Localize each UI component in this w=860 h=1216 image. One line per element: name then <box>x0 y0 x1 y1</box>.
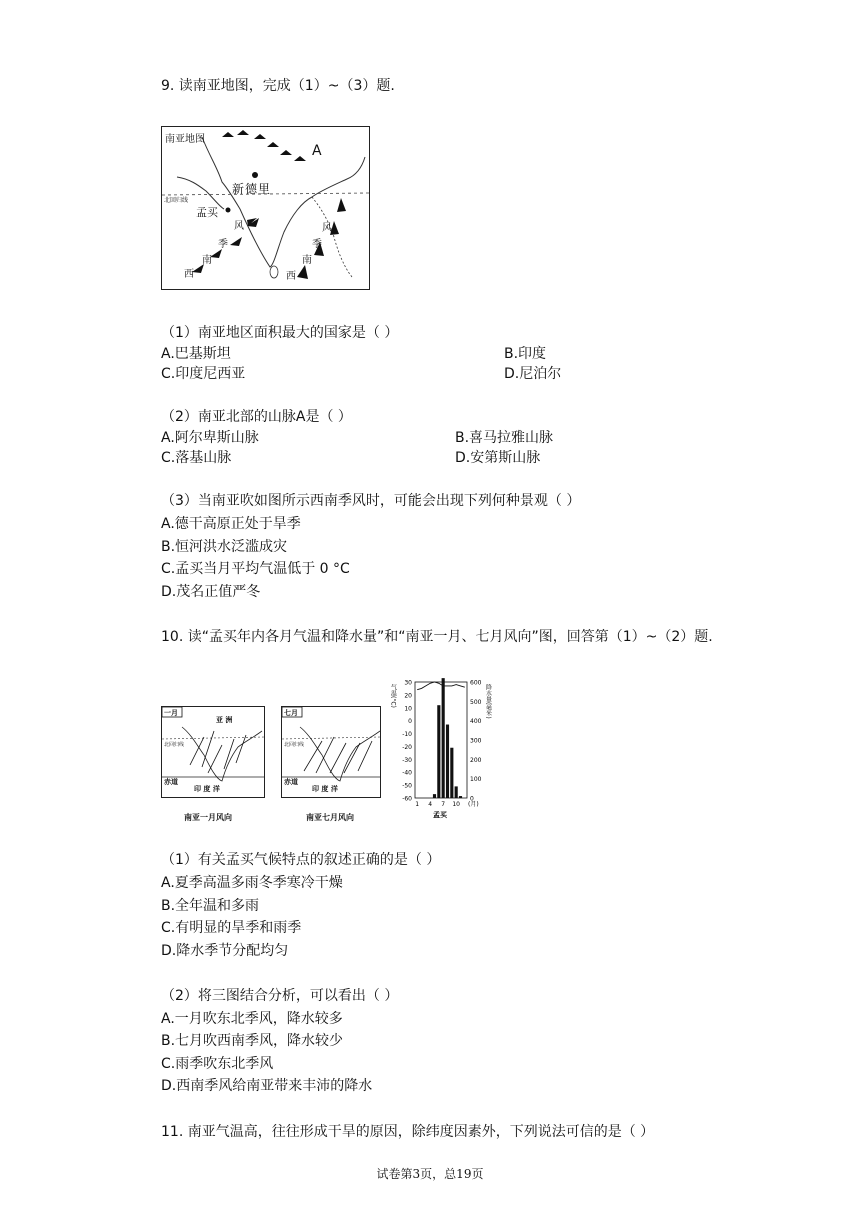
precip-bar-11 <box>459 796 462 798</box>
q9-stem: 9. 读南亚地图，完成（1）~（3）题. <box>161 78 395 94</box>
q9-sub1-option-a[interactable]: A.巴基斯坦 <box>161 346 231 362</box>
y-left-tick-4: -10 <box>402 731 412 739</box>
q9-sub3-option-d[interactable]: D.茂名正值严冬 <box>161 584 261 600</box>
precip-bar-7 <box>442 678 445 798</box>
q10-sub1-option-c[interactable]: C.有明显的旱季和雨季 <box>161 920 302 936</box>
south-asia-map <box>161 126 370 290</box>
jul-wind-arrows <box>304 737 372 773</box>
q10-sub2-option-b[interactable]: B.七月吹西南季风，降水较少 <box>161 1033 344 1049</box>
jan-tropic-label: 北回归线 <box>164 742 185 748</box>
y-left-label: 气温(°C) <box>389 684 397 708</box>
jan-map-caption: 南亚一月风向 <box>184 813 232 822</box>
y-left-tick-7: -40 <box>402 769 412 777</box>
x-tick-10: 10 <box>452 801 460 808</box>
jan-map-tag: 一月 <box>164 709 178 717</box>
y-left-tick-0: 30 <box>404 679 412 687</box>
precip-bar-10 <box>455 786 458 798</box>
q10-sub2-option-a[interactable]: A.一月吹东北季风，降水较多 <box>161 1011 343 1027</box>
q10-sub1-stem: （1）有关孟买气候特点的叙述正确的是（ ） <box>161 852 441 868</box>
jan-asia-label: 亚 洲 <box>216 716 233 724</box>
x-unit-label: (月) <box>468 801 479 808</box>
precip-bar-9 <box>450 748 453 798</box>
q9-sub2-option-b[interactable]: B.喜马拉雅山脉 <box>455 430 554 446</box>
jul-map-caption: 南亚七月风向 <box>306 813 354 822</box>
monsoon-label-r2: 季 <box>312 239 322 250</box>
jan-ocean-label: 印 度 洋 <box>194 785 220 793</box>
precip-bar-6 <box>437 705 440 798</box>
x-tick-4: 4 <box>428 801 433 808</box>
plot-frame <box>415 682 467 798</box>
q9-sub3-option-b[interactable]: B.恒河洪水泛滥成灾 <box>161 539 288 555</box>
q9-sub1-option-c[interactable]: C.印度尼西亚 <box>161 366 246 382</box>
y-left-tick-3: 0 <box>408 718 412 726</box>
jul-ocean-label: 印 度 洋 <box>312 785 338 793</box>
y-right-tick-6: 0 <box>470 795 474 803</box>
page-footer: 试卷第3页，总19页 <box>376 1167 484 1181</box>
july-wind-map <box>281 706 381 798</box>
jan-equator-label: 赤道 <box>164 778 178 786</box>
y-left-tick-9: -60 <box>402 795 412 803</box>
y-right-tick-2: 400 <box>470 718 482 726</box>
monsoon-label-l1: 风 <box>234 221 244 232</box>
y-left-tick-5: -20 <box>402 743 412 751</box>
monsoon-label-r3: 南 <box>302 255 312 266</box>
q10-sub1-option-a[interactable]: A.夏季高温多雨冬季寒冷干燥 <box>161 875 343 891</box>
q10-sub1-option-d[interactable]: D.降水季节分配均匀 <box>161 943 289 959</box>
chart-caption: 孟买 <box>433 811 447 819</box>
precip-bar-5 <box>433 794 436 798</box>
q9-sub2-option-c[interactable]: C.落基山脉 <box>161 450 232 466</box>
precip-bar-8 <box>446 725 449 798</box>
q10-sub1-option-b[interactable]: B.全年温和多雨 <box>161 898 260 914</box>
january-wind-map <box>161 706 265 798</box>
q10-stem: 10. 读“孟买年内各月气温和降水量”和“南亚一月、七月风向”图，回答第（1）~（2）题. <box>161 629 713 645</box>
temperature-line <box>417 682 465 690</box>
x-tick-7: 7 <box>441 801 446 808</box>
y-left-tick-1: 20 <box>404 692 412 700</box>
q11-stem: 11. 南亚气温高，往往形成干旱的原因，除纬度因素外，下列说法可信的是（ ） <box>161 1124 655 1140</box>
monsoon-label-r1: 风 <box>322 223 332 234</box>
y-left-tick-6: -30 <box>402 756 412 764</box>
q9-sub1-option-b[interactable]: B.印度 <box>504 346 547 362</box>
q9-sub1-stem: （1）南亚地区面积最大的国家是（ ） <box>161 325 399 341</box>
q9-sub2-stem: （2）南亚北部的山脉A是（ ） <box>161 409 352 425</box>
y-right-label: 降水量(毫米) <box>484 684 492 719</box>
city-mumbai: 孟买 <box>196 206 218 219</box>
y-right-tick-4: 200 <box>470 756 482 764</box>
y-left-tick-8: -50 <box>402 782 412 790</box>
mumbai-climate-chart <box>385 676 495 821</box>
monsoon-label-l3: 南 <box>202 255 212 266</box>
monsoon-label-l2: 季 <box>218 239 228 250</box>
q10-sub2-stem: （2）将三图结合分析，可以看出（ ） <box>161 988 399 1004</box>
jul-tropic-label: 北回归线 <box>284 742 305 748</box>
x-tick-1: 1 <box>415 801 420 808</box>
monsoon-label-r4: 西 <box>286 271 296 282</box>
tropic-label: 北回归线 <box>164 197 189 204</box>
q9-sub3-option-c[interactable]: C.孟买当月平均气温低于 0 °C <box>161 561 350 577</box>
q9-sub3-option-a[interactable]: A.德干高原正处于旱季 <box>161 516 301 532</box>
mountain-label-a: A <box>312 143 322 159</box>
q9-sub2-option-d[interactable]: D.安第斯山脉 <box>455 450 541 466</box>
q9-sub3-stem: （3）当南亚吹如图所示西南季风时，可能会出现下列何种景观（ ） <box>161 493 581 509</box>
q9-sub1-option-d[interactable]: D.尼泊尔 <box>504 366 562 382</box>
y-right-tick-0: 600 <box>470 679 482 687</box>
city-new-delhi: 新德里 <box>232 182 272 196</box>
jul-map-tag: 七月 <box>284 709 298 717</box>
q9-sub2-option-a[interactable]: A.阿尔卑斯山脉 <box>161 430 259 446</box>
mountain-symbols <box>222 130 306 161</box>
y-right-tick-1: 500 <box>470 698 482 706</box>
climate-chart-svg <box>385 676 495 821</box>
jul-equator-label: 赤道 <box>284 778 298 786</box>
monsoon-label-l4: 西 <box>184 269 194 280</box>
y-right-tick-5: 100 <box>470 776 482 784</box>
y-right-tick-3: 300 <box>470 737 482 745</box>
q10-sub2-option-c[interactable]: C.雨季吹东北季风 <box>161 1056 274 1072</box>
map-title: 南亚地图 <box>165 134 205 145</box>
jan-wind-arrows <box>190 731 246 773</box>
q10-sub2-option-d[interactable]: D.西南季风给南亚带来丰沛的降水 <box>161 1078 373 1094</box>
y-left-tick-2: 10 <box>404 705 412 713</box>
